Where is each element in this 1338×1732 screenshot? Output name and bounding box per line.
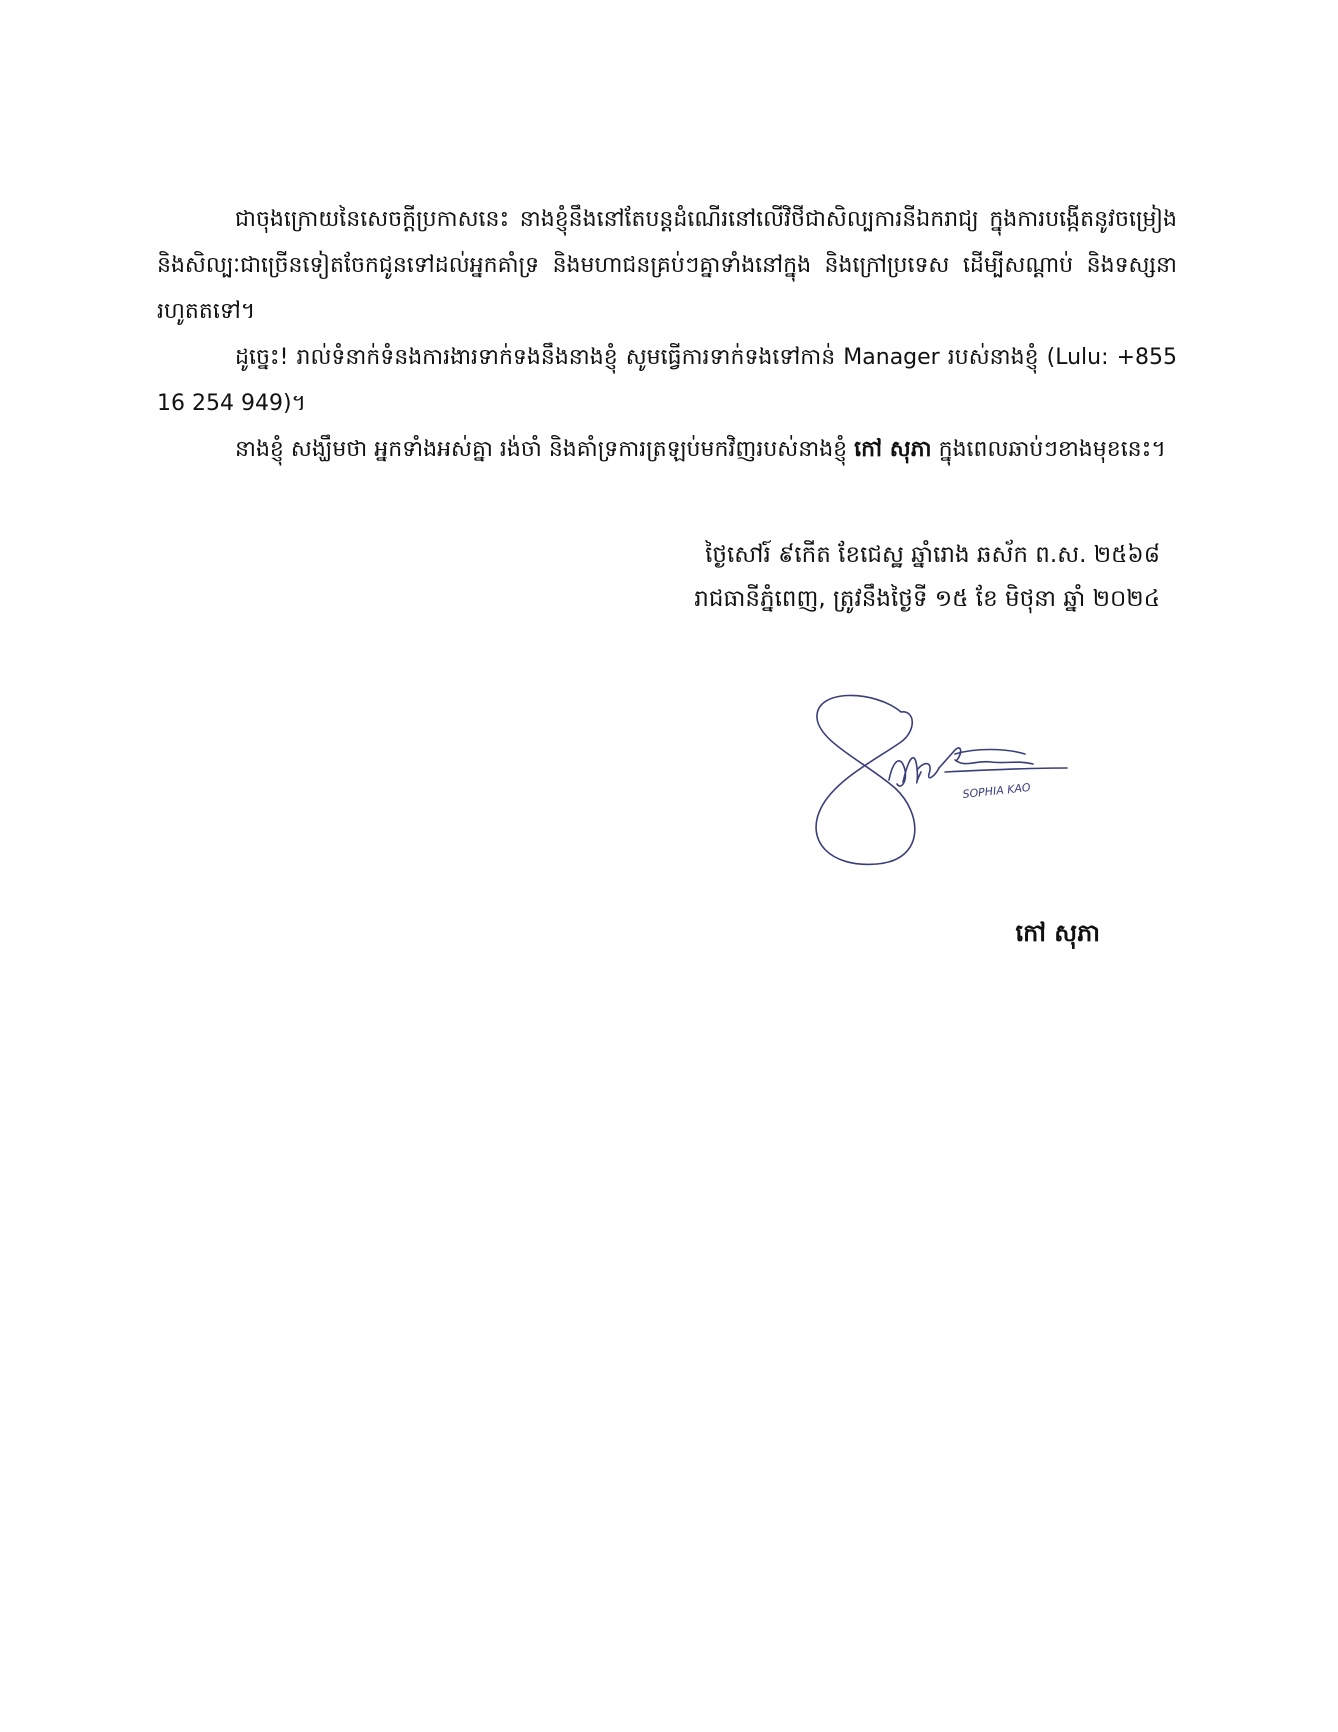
letter-body xyxy=(157,197,1177,473)
paragraph-closing: ជាចុងក្រោយនៃសេចក្តីប្រកាសនេះ នាងខ្ញុំនឹងនៅតែបន្តដំណើរនៅលើវិថីជាសិល្បការនីឯករាជ្យ ក្នុងការបង្កើតនូវចម្រៀងនិងសិល្បៈជាច្រើនទៀតចែកជូនទៅដល់អ្នកគាំទ្រ និងមហាជនគ្រប់ៗគ្នាទាំងនៅក្នុង និងក្រៅប្រទេស ដើម្បីសណ្តាប់ និងទស្សនារហូតតទៅ។ xyxy=(157,207,1177,324)
signature-handwritten-text: SOPHIA KAO xyxy=(961,780,1032,801)
paragraph-hope xyxy=(157,427,1177,473)
paragraph-contact: ដូច្នេះ! រាល់ទំនាក់ទំនងការងារទាក់ទងនឹងនាងខ្ញុំ សូមធ្វើការទាក់ទងទៅកាន់ Manager របស់នាងខ្ញុំ (Lulu: +855 16 254 949)។ xyxy=(157,345,1177,416)
lunar-date: ថ្ងៃសៅរ៍ ៩កើត ខែជេស្ឋ ឆ្នាំរោង ឆស័ក ព.ស. ២៥៦៨ xyxy=(705,542,1160,568)
paragraph-hope-text: នាងខ្ញុំ សង្ឃឹមថា អ្នកទាំងអស់គ្នា រង់ចាំ និងគាំទ្រការត្រឡប់មកវិញរបស់នាងខ្ញុំ xyxy=(235,437,855,462)
date-block xyxy=(560,533,1160,621)
signer-name: កៅ សុភា xyxy=(1015,919,1100,947)
handwritten-signature xyxy=(805,690,1085,875)
artist-name: កៅ សុភា xyxy=(854,437,932,462)
solar-date: រាជធានីភ្នំពេញ, ត្រូវនឹងថ្ងៃទី ១៥ ខែ មិថុនា ឆ្នាំ ២០២៤ xyxy=(694,586,1160,612)
paragraph-hope-ending: ក្នុងពេលឆាប់ៗខាងមុខនេះ។ xyxy=(931,437,1166,462)
